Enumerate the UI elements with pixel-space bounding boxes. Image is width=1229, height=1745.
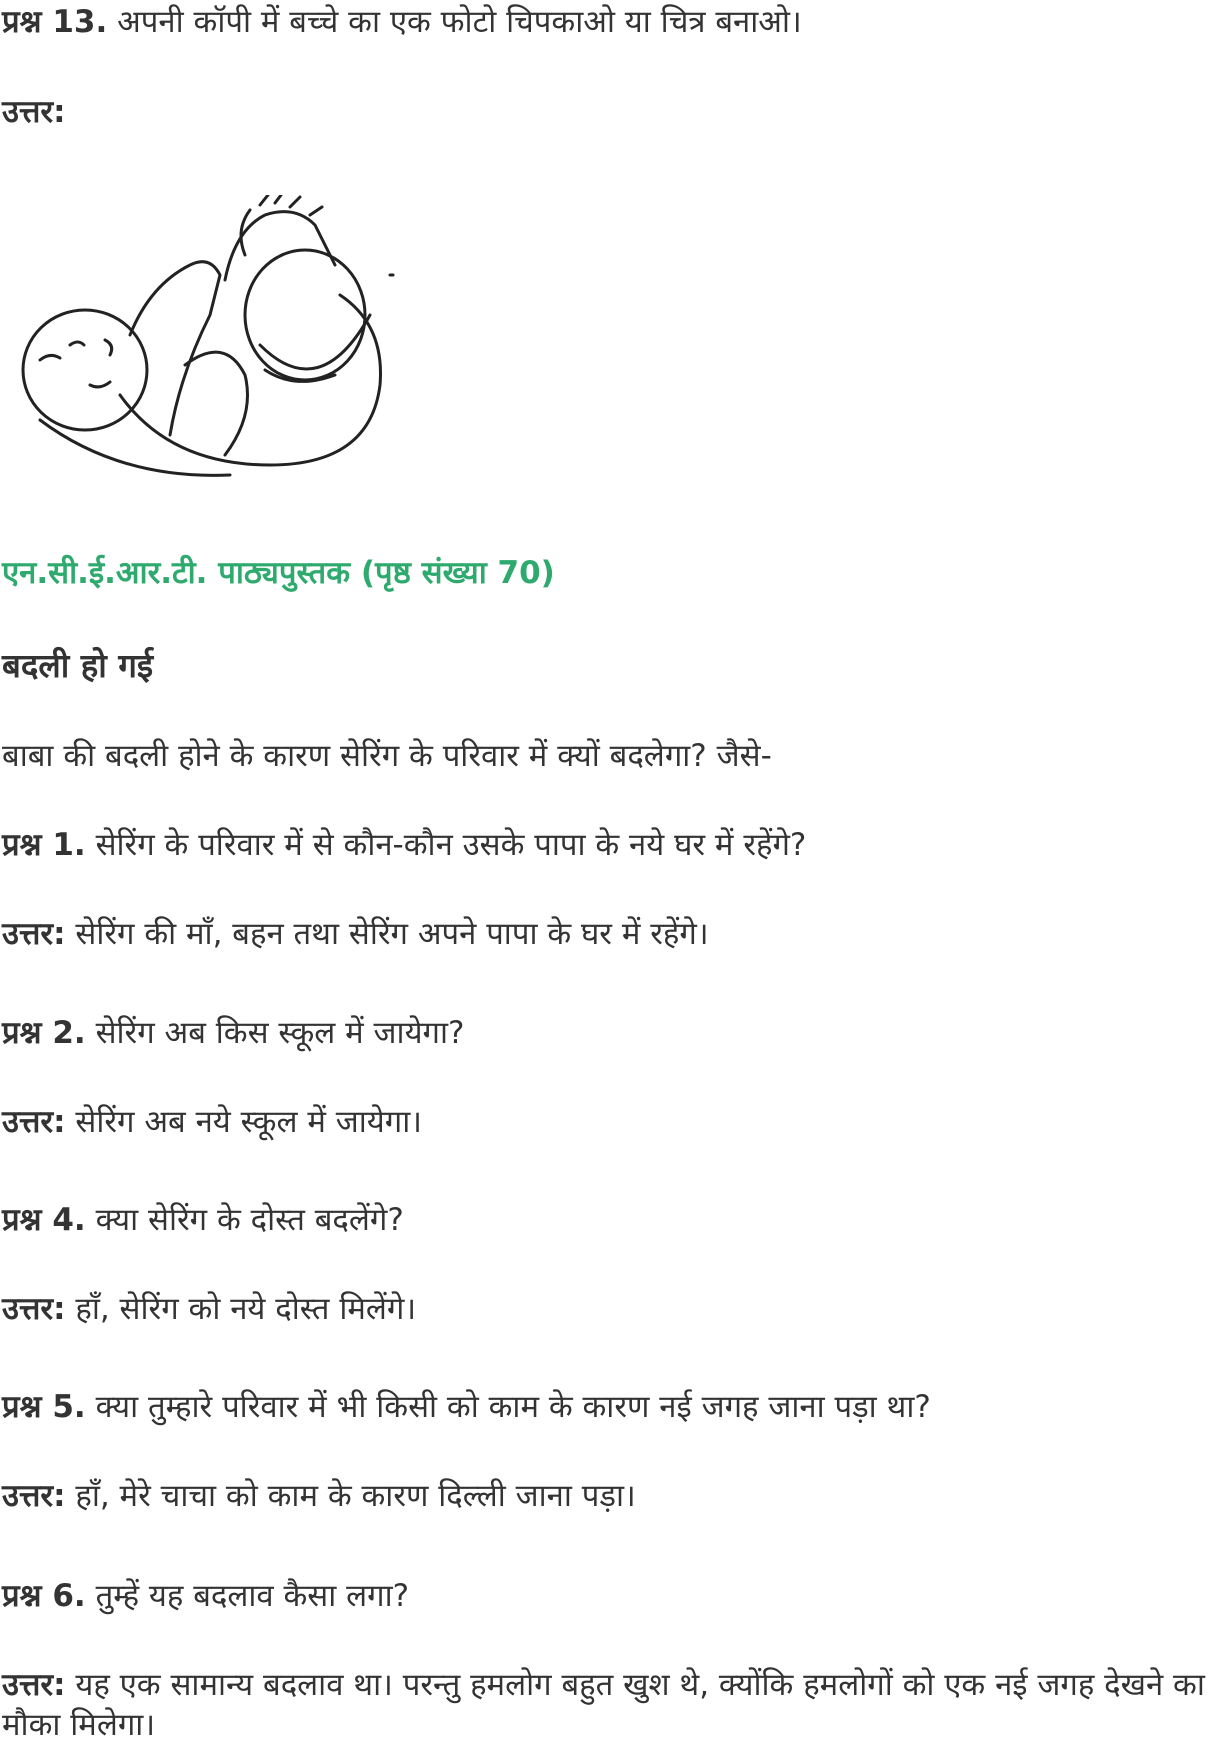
question-6 — [2, 1576, 409, 1616]
question-text: सेरिंग के परिवार में से कौन-कौन उसके पापा के नये घर में रहेंगे? — [95, 827, 807, 863]
answer-label: उत्तर: — [2, 1667, 66, 1703]
answer-text: यह एक सामान्य बदलाव था। परन्तु हमलोग बहुत खुश थे, क्योंकि हमलोगों को एक नई जगह देखने का मौका मिलेगा। — [2, 1667, 1205, 1743]
answer-label: उत्तर: — [2, 1104, 66, 1140]
question-label: प्रश्न 1. — [2, 827, 86, 863]
question-label: प्रश्न 4. — [2, 1202, 86, 1238]
answer-label: उत्तर: — [2, 94, 66, 130]
question-text: तुम्हें यह बदलाव कैसा लगा? — [95, 1578, 410, 1614]
question-text: क्या तुम्हारे परिवार में भी किसी को काम के कारण नई जगह जाना पड़ा था? — [95, 1389, 931, 1425]
answer-5 — [2, 1476, 636, 1516]
question-1 — [2, 825, 806, 865]
answer-text: सेरिंग की माँ, बहन तथा सेरिंग अपने पापा के घर में रहेंगे। — [75, 916, 709, 952]
answer-text: सेरिंग अब नये स्कूल में जायेगा। — [75, 1104, 422, 1140]
intro-text: बाबा की बदली होने के कारण सेरिंग के परिवार में क्यों बदलेगा? जैसे- — [2, 738, 772, 774]
answer-13 — [2, 92, 66, 132]
question-13 — [2, 2, 802, 42]
answer-6 — [2, 1665, 1229, 1745]
baby-drawing — [10, 195, 425, 495]
answer-label: उत्तर: — [2, 916, 66, 952]
subheading: बदली हो गई — [2, 646, 154, 685]
answer-text: हाँ, सेरिंग को नये दोस्त मिलेंगे। — [75, 1291, 417, 1327]
question-5 — [2, 1387, 931, 1427]
question-label: प्रश्न 6. — [2, 1578, 86, 1614]
answer-label: उत्तर: — [2, 1291, 66, 1327]
question-label: प्रश्न 13. — [2, 4, 108, 40]
question-label: प्रश्न 2. — [2, 1015, 86, 1051]
question-text: सेरिंग अब किस स्कूल में जायेगा? — [95, 1015, 465, 1051]
answer-4 — [2, 1289, 416, 1329]
question-2 — [2, 1013, 465, 1053]
section-heading: एन.सी.ई.आर.टी. पाठ्यपुस्तक (पृष्ठ संख्या 70) — [2, 555, 555, 591]
question-text: अपनी कॉपी में बच्चे का एक फोटो चिपकाओ या चित्र बनाओ। — [117, 4, 802, 40]
question-4 — [2, 1200, 404, 1240]
answer-text: हाँ, मेरे चाचा को काम के कारण दिल्ली जाना पड़ा। — [75, 1478, 636, 1514]
answer-1 — [2, 914, 709, 954]
question-label: प्रश्न 5. — [2, 1389, 86, 1425]
answer-2 — [2, 1102, 422, 1142]
answer-label: उत्तर: — [2, 1478, 66, 1514]
question-text: क्या सेरिंग के दोस्त बदलेंगे? — [95, 1202, 404, 1238]
